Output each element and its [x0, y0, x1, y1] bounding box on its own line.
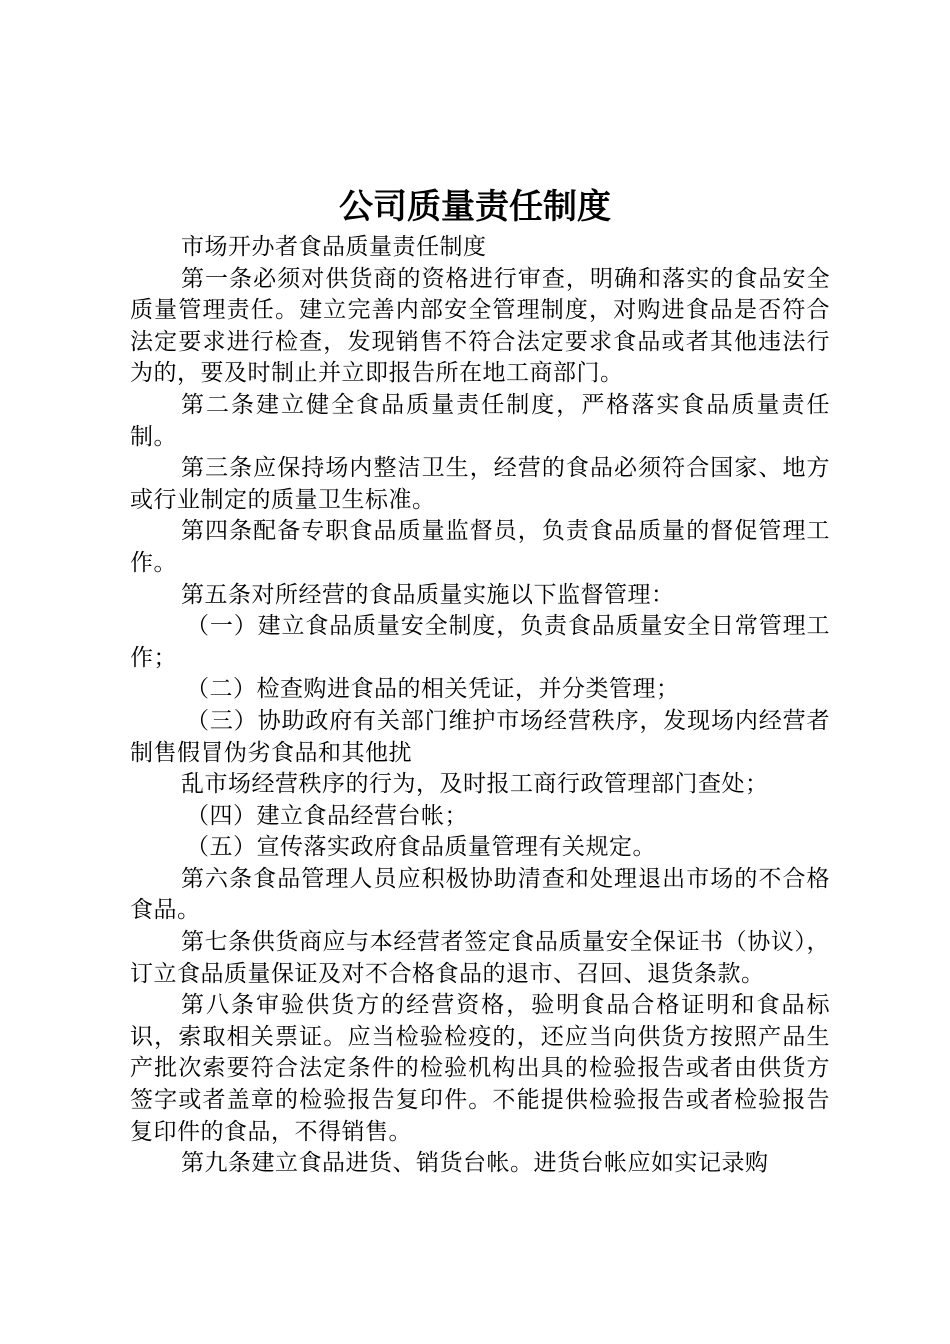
- article-2: 第二条建立健全食品质量责任制度，严格落实食品质量责任制。: [130, 391, 830, 450]
- article-4: 第四条配备专职食品质量监督员，负责食品质量的督促管理工作。: [130, 518, 830, 576]
- article-3: 第三条应保持场内整洁卫生，经营的食品必须符合国家、地方或行业制定的质量卫生标准。: [130, 455, 830, 513]
- article-1: 第一条必须对供货商的资格进行审查，明确和落实的食品安全质量管理责任。建立完善内部安全管理制度，对购进食品是否符合法定要求进行检查，发现销售不符合法定要求食品或者其他违法行为的，要及时制止并立即报告所在地工商部门。: [130, 265, 830, 387]
- article-5: 第五条对所经营的食品质量实施以下监督管理：: [181, 581, 675, 608]
- article-5-item-5: （五）宣传落实政府食品质量管理有关规定。: [186, 834, 656, 861]
- article-5-item-1: （一）建立食品质量安全制度，负责食品质量安全日常管理工作；: [130, 613, 830, 671]
- article-5-item-2: （二）检查购进食品的相关凭证，并分类管理；: [186, 676, 680, 703]
- article-8: 第八条审验供货方的经营资格，验明食品合格证明和食品标识，索取相关票证。应当检验检疫的，还应当向供货方按照产品生产批次索要符合法定条件的检验机构出具的检验报告或者由供货方签字或者盖章的检验报告复印件。不能提供检验报告或者检验报告复印件的食品，不得销售。: [130, 992, 830, 1145]
- article-6: 第六条食品管理人员应积极协助清查和处理退出市场的不合格食品。: [130, 865, 830, 924]
- article-5-item-3: （三）协助政府有关部门维护市场经营秩序，发现场内经营者制售假冒伪劣食品和其他扰: [130, 707, 830, 766]
- document-body: [130, 232, 830, 1180]
- article-5-item-4: （四）建立食品经营台帐；: [186, 802, 468, 829]
- subtitle-paragraph: 市场开办者食品质量责任制度: [181, 234, 487, 260]
- article-5-item-3-continued: 乱市场经营秩序的行为，及时报工商行政管理部门查处；: [181, 771, 769, 798]
- article-9: 第九条建立食品进货、销货台帐。进货台帐应如实记录购: [181, 1150, 769, 1177]
- article-7: 第七条供货商应与本经营者签定食品质量安全保证书（协议），订立食品质量保证及对不合格食品的退市、召回、退货条款。: [130, 929, 830, 987]
- document-title: 公司质量责任制度: [339, 187, 611, 227]
